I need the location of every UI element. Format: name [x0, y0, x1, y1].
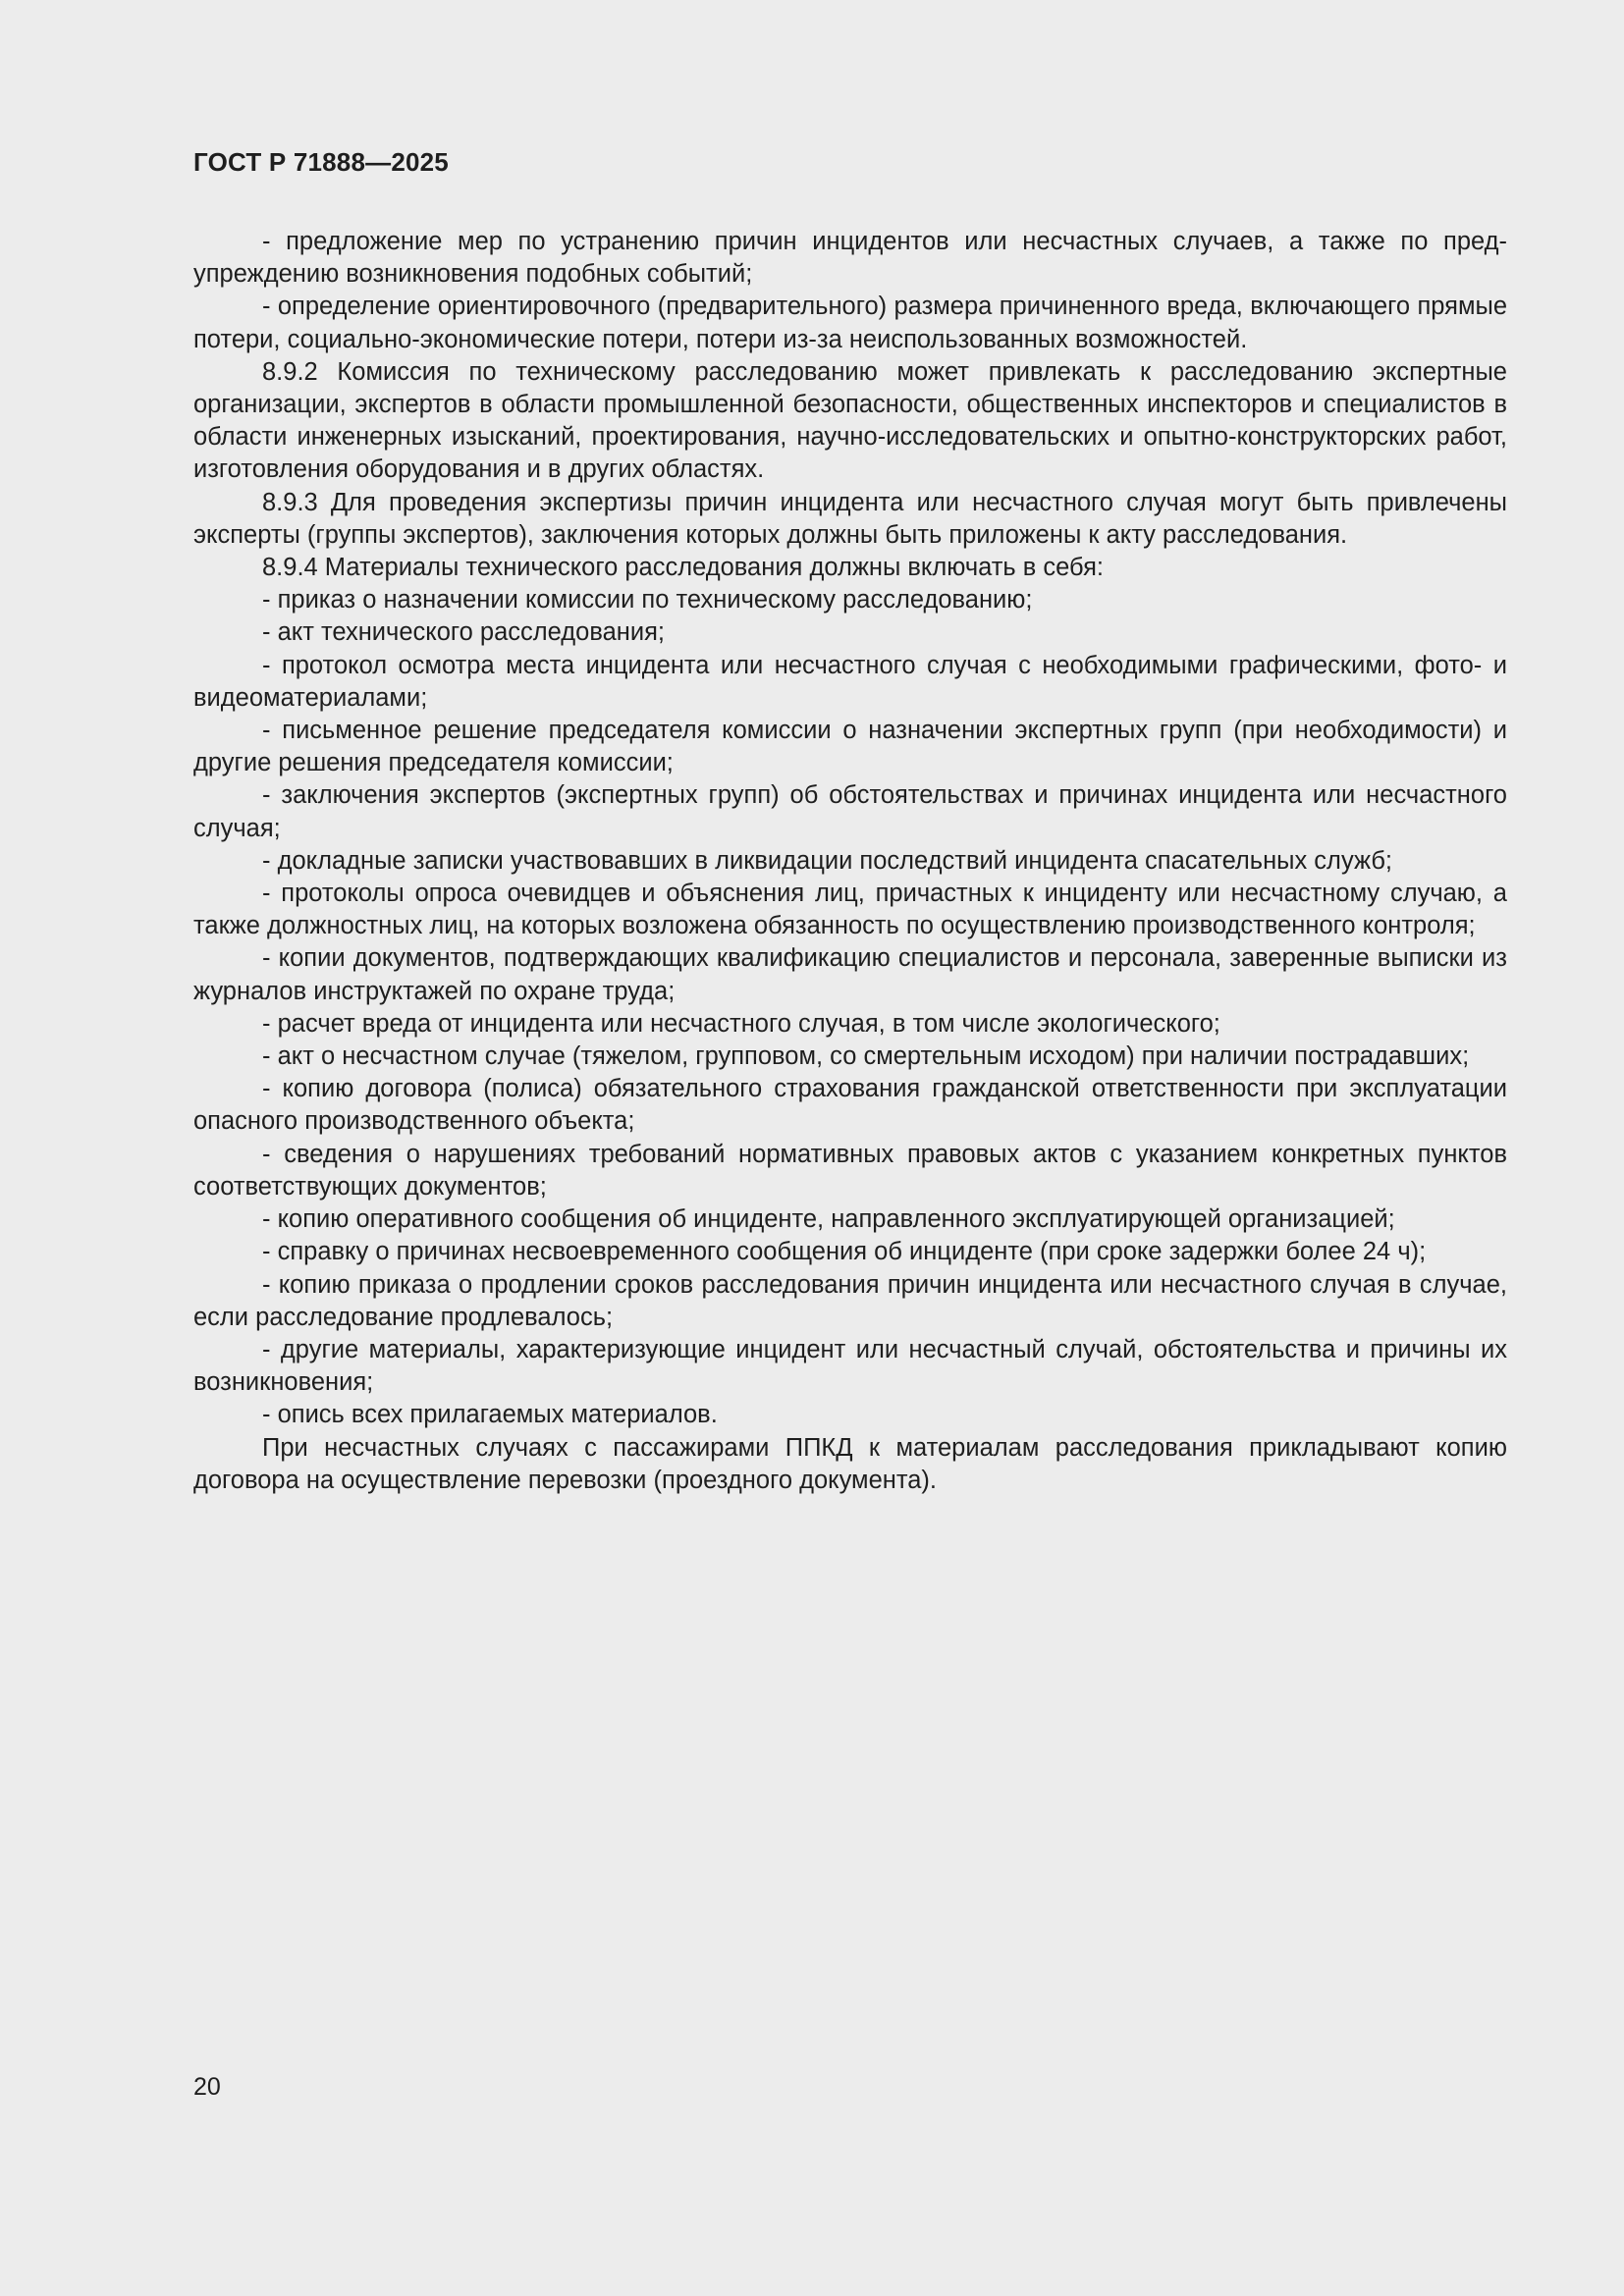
paragraph: - протокол осмотра места инцидента или несчастного случая с необходимыми графическими, фото- и видеоматериалами; [193, 651, 1507, 712]
paragraph: - другие материалы, характеризующие инцидент или несчастный случай, обстоятельства и причины их возникновения; [193, 1335, 1507, 1397]
paragraph: - приказ о назначении комиссии по техническому расследованию; [262, 586, 1033, 614]
paragraph: - копию договора (полиса) обязательного страхования гражданской ответственности при эксплуатации опасного производственного объекта; [193, 1075, 1507, 1136]
paragraph: - письменное решение председателя комиссии о назначении экспертных групп (при необходимости) и другие решения председателя комиссии; [193, 717, 1507, 777]
paragraph: - протоколы опроса очевидцев и объяснения лиц, причастных к инциденту или несчастному случаю, а также должностных лиц, на которых возложена обязанность по осуществлению производственного контроля; [193, 880, 1507, 940]
paragraph: - расчет вреда от инцидента или несчастного случая, в том числе экологического; [262, 1009, 1220, 1038]
paragraph: - опись всех прилагаемых материалов. [262, 1401, 718, 1429]
page-number: 20 [193, 2073, 221, 2101]
paragraph: - заключения экспертов (экспертных групп) об обстоятельствах и причинах инцидента или несчастного случая; [193, 781, 1507, 842]
document-body [193, 226, 1507, 1497]
paragraph: 8.9.2 Комиссия по техническому расследованию может привлекать к расследованию экспертные организации, экспертов в области промышленной безопасности, общественных инспекторов и специалистов в области инженерных изысканий, проектирования, научно-исследовательских и опытно-конструкторских работ, изготовления оборудования и в других областях. [193, 357, 1507, 484]
paragraph: - справку о причинах несвоевременного сообщения об инциденте (при сроке задержки более 24 ч); [262, 1238, 1427, 1266]
paragraph: - докладные записки участвовавших в ликвидации последствий инцидента спасательных служб; [262, 846, 1393, 875]
paragraph: - копии документов, подтверждающих квалификацию специалистов и персонала, заверенные выписки из журналов инструктажей по охране труда; [193, 944, 1507, 1005]
paragraph: - копию приказа о продлении сроков расследования причин инцидента или несчастного случая в случае, если расследование продлевалось; [193, 1270, 1507, 1331]
paragraph: 8.9.4 Материалы технического расследования должны включать в себя: [262, 554, 1104, 582]
paragraph: - акт технического расследования; [262, 618, 665, 647]
paragraph: - акт о несчастном случае (тяжелом, групповом, со смертельным исходом) при наличии пострадавших; [262, 1042, 1470, 1071]
paragraph: - копию оперативного сообщения об инциденте, направленного эксплуатирующей организацией; [262, 1205, 1395, 1234]
paragraph: - определение ориентировочного (предварительного) размера причиненного вреда, включающего прямые потери, социально-экономические потери, потери из-за неиспользованных возможностей. [193, 293, 1507, 353]
paragraph: При несчастных случаях с пассажирами ППКД к материалам расследования прикладывают копию договора на осуществление перевозки (проездного документа). [193, 1433, 1507, 1494]
paragraph: 8.9.3 Для проведения экспертизы причин инцидента или несчастного случая могут быть привлечены эксперты (группы экспертов), заключения которых должны быть приложены к акту расследования. [193, 488, 1507, 549]
paragraph: - предложение мер по устранению причин инцидентов или несчастных случаев, а также по предупреждению возникновения подобных событий; [193, 228, 1507, 289]
paragraph: - сведения о нарушениях требований нормативных правовых актов с указанием конкретных пунктов соответствующих документов; [193, 1140, 1507, 1201]
document-header: ГОСТ Р 71888—2025 [193, 147, 449, 177]
